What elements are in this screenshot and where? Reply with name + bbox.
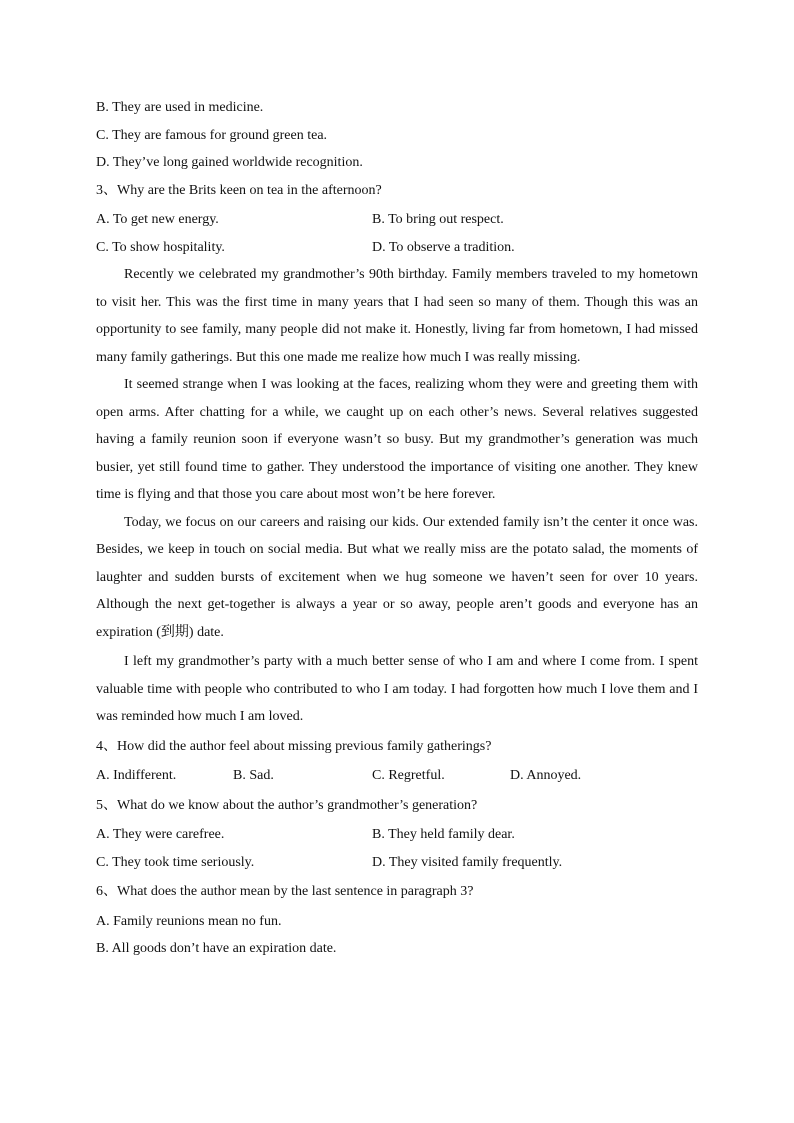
q5-option-d: D. They visited family frequently. — [372, 854, 563, 870]
passage-paragraph-2: It seemed strange when I was looking at the faces, realizing whom they were and greeting them with open arms. After chatting for a while, we caught up on each other’s news. Several relatives suggested having a family reunion soon if everyone wasn’t so busy. But my grandmother’s generation was much busier, yet still found time to gather. They understood the importance of visiting one another. They knew time is flying and that those you care about most won’t be here forever. — [96, 377, 698, 502]
q5-option-a: A. They were carefree. — [96, 827, 225, 842]
q6-stem: 6、What does the author mean by the last sentence in paragraph 3? — [96, 884, 474, 899]
q4-option-b: B. Sad. — [233, 768, 274, 783]
q2-option-d: D. They’ve long gained worldwide recognition. — [96, 155, 363, 170]
q4-option-d: D. Annoyed. — [510, 768, 582, 783]
q4-options-row — [96, 762, 698, 790]
q3-stem: 3、Why are the Brits keen on tea in the afternoon? — [96, 182, 382, 198]
passage-paragraph-1: Recently we celebrated my grandmother’s 90th birthday. Family members traveled to my hometown to visit her. This was the first time in many years that I had seen so many of them. Though this was an opportunity to see family, many people did not make it. Honestly, living far from hometown, I had missed many family gatherings. But this one made me realize how much I was really missing. — [96, 267, 698, 365]
q5-option-c: C. They took time seriously. — [96, 854, 255, 870]
q3-option-b: B. To bring out respect. — [372, 212, 504, 227]
passage-paragraph-3: Today, we focus on our careers and raising our kids. Our extended family isn’t the center it once was. Besides, we keep in touch on social media. But what we really miss are the potato salad, the moments of laughter and sudden bursts of excitement when we hug someone we haven’t seen for over 10 years. Although the next get-together is always a year or so away, people aren’t goods and everyone has an expiration (到期) date. — [96, 514, 698, 640]
q3-option-d: D. To observe a tradition. — [372, 239, 515, 255]
q4-option-c: C. Regretful. — [372, 768, 445, 783]
q5-option-b: B. They held family dear. — [372, 827, 515, 842]
q2-option-b: B. They are used in medicine. — [96, 100, 264, 115]
document-page — [96, 94, 698, 963]
q3-options-row-2 — [96, 234, 698, 262]
q5-options-row-1 — [96, 821, 698, 849]
q3-option-c: C. To show hospitality. — [96, 239, 225, 255]
q5-stem: 5、What do we know about the author’s grandmother’s generation? — [96, 797, 478, 813]
q6-option-a: A. Family reunions mean no fun. — [96, 913, 282, 929]
q2-option-c: C. They are famous for ground green tea. — [96, 127, 328, 143]
q3-option-a: A. To get new energy. — [96, 212, 219, 227]
q5-options-row-2 — [96, 849, 698, 877]
q4-option-a: A. Indifferent. — [96, 768, 177, 783]
q6-option-b: B. All goods don’t have an expiration date. — [96, 941, 337, 956]
q3-options-row-1 — [96, 206, 698, 234]
passage-paragraph-4: I left my grandmother’s party with a much better sense of who I am and where I come from. I spent valuable time with people who contributed to who I am today. I had forgotten how much I love them and I was reminded how much I am loved. — [96, 654, 698, 724]
q4-stem: 4、How did the author feel about missing previous family gatherings? — [96, 738, 492, 754]
